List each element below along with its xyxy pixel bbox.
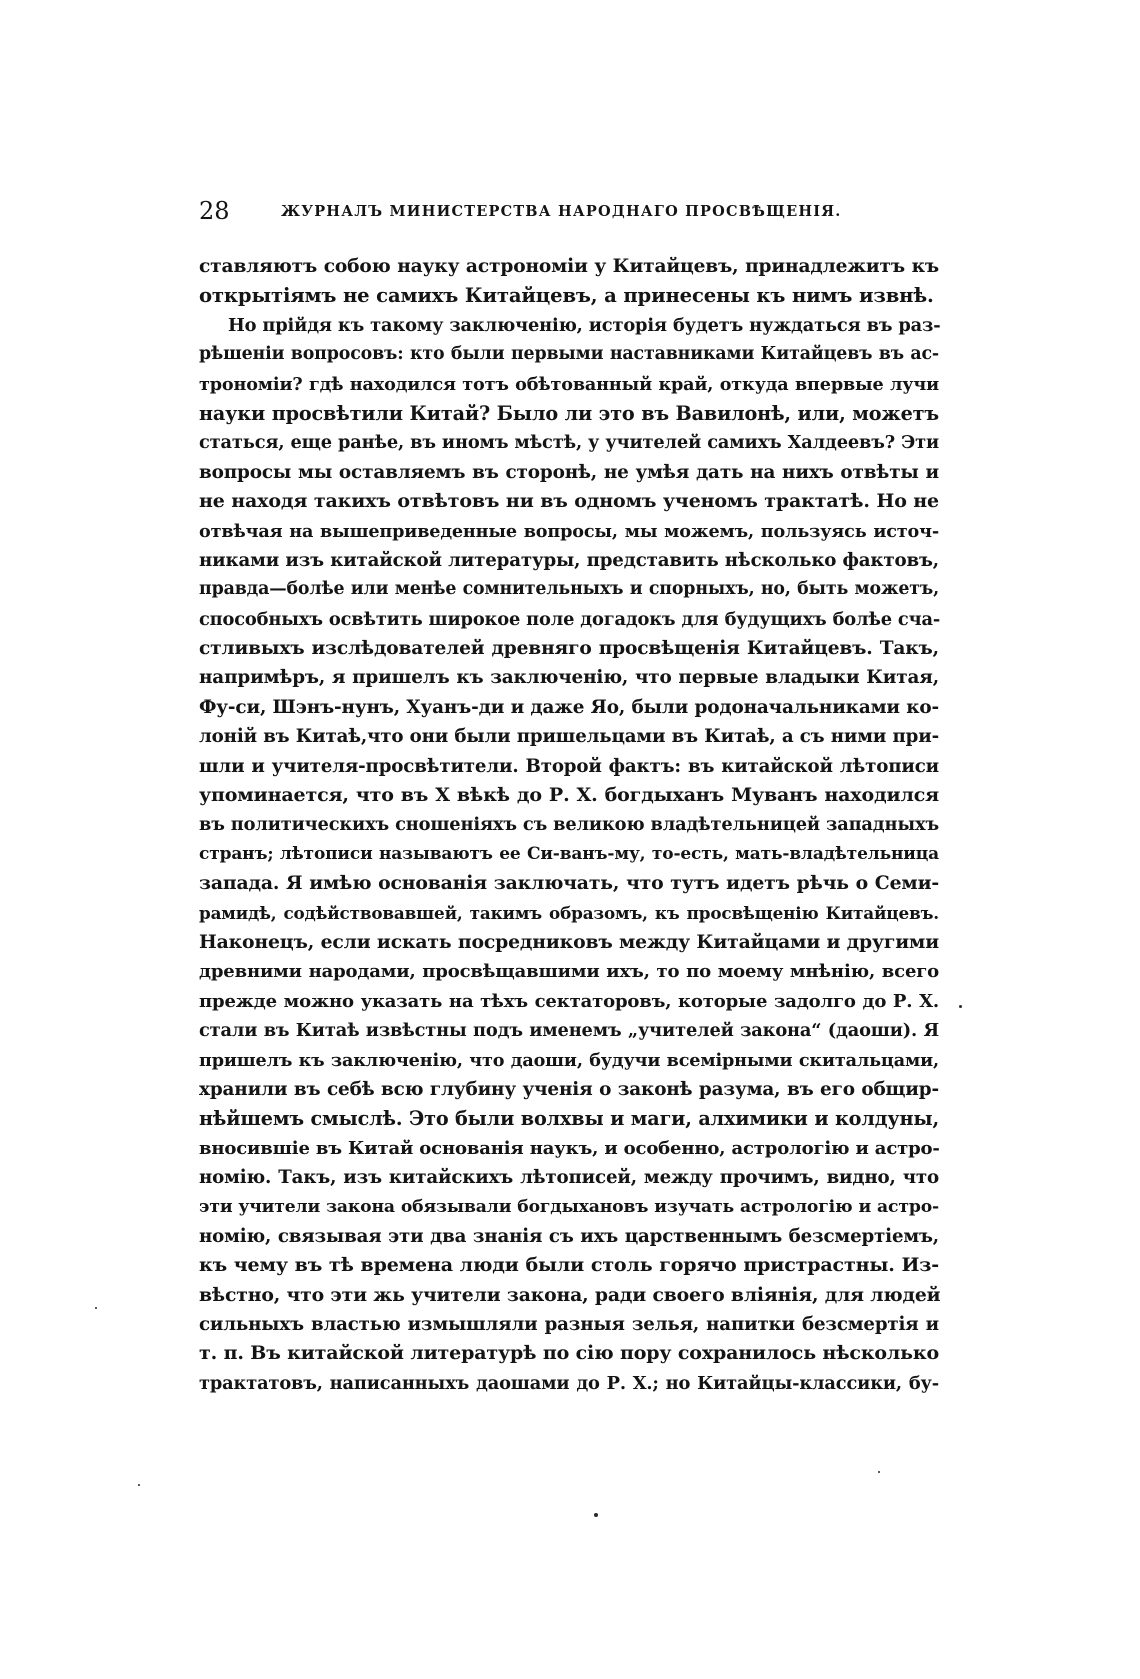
- scan-speck: [959, 1005, 962, 1008]
- text-line: нѣйшемъ смыслѣ. Это были волхвы и маги, алхимики и колдуны,: [199, 1107, 939, 1131]
- text-line: сильныхъ властью измышляли разныя зелья, напитки безсмертія и: [199, 1314, 939, 1336]
- text-line: трактатовъ, написанныхъ даошами до Р. Х.; но Китайцы-классики, бу-: [199, 1372, 939, 1394]
- text-line: номію, связывая эти два знанія съ ихъ царственнымъ безсмертіемъ,: [199, 1225, 939, 1247]
- running-title: ЖУРНАЛЪ МИНИСТЕРСТВА НАРОДНАГО ПРОСВѢЩЕНІЯ.: [281, 203, 842, 220]
- text-line: пришелъ къ заключенію, что даоши, будучи всемірными скитальцами,: [199, 1049, 939, 1071]
- text-line: трономіи? гдѣ находился тотъ обѣтованный край, откуда впервые лучи: [199, 373, 939, 395]
- text-line: лоній въ Китаѣ,что они были пришельцами въ Китаѣ, а съ ними при-: [199, 726, 939, 748]
- text-line: Наконецъ, если искать посредниковъ между Китайцами и другими: [199, 930, 939, 953]
- text-line: Но прійдя къ такому заключенію, исторія будетъ нуждаться въ раз-: [228, 314, 941, 336]
- text-line: отвѣчая на вышеприведенные вопросы, мы можемъ, пользуясь источ-: [199, 520, 939, 542]
- page-header: [199, 196, 939, 230]
- text-line: т. п. Въ китайской литературѣ по сію пору сохранилось нѣсколько: [199, 1342, 939, 1365]
- text-line: хранили въ себѣ всю глубину ученія о законѣ разума, въ его общир-: [199, 1078, 939, 1100]
- text-line: стливыхъ изслѣдователей древняго просвѣщенія Китайцевъ. Такъ,: [199, 638, 939, 660]
- text-line: Фу-си, Шэнъ-нунъ, Хуанъ-ди и даже Яо, были родоначальниками ко-: [199, 696, 939, 718]
- text-line: не находя такихъ отвѣтовъ ни въ одномъ ученомъ трактатѣ. Но не: [199, 490, 939, 513]
- text-line: открытіямъ не самихъ Китайцевъ, а принесены къ нимъ извнѣ.: [199, 284, 934, 308]
- text-line: рѣшеніи вопросовъ: кто были первыми наставниками Китайцевъ въ ас-: [199, 344, 939, 365]
- text-line: номію. Такъ, изъ китайскихъ лѣтописей, между прочимъ, видно, что: [199, 1167, 939, 1189]
- text-line: странъ; лѣтописи называютъ ее Си-ванъ-му, то-есть, мать-владѣтельница: [199, 843, 939, 864]
- scan-speck: [95, 1307, 97, 1309]
- page-number: 28: [199, 197, 230, 225]
- body-text: [199, 252, 939, 1398]
- text-line: рамидѣ, содѣйствовавшей, такимъ образомъ, къ просвѣщенію Китайцевъ.: [199, 902, 939, 923]
- text-line: къ чему въ тѣ времена люди были столь горячо пристрастны. Из-: [199, 1254, 939, 1277]
- text-line: науки просвѣтили Китай? Было ли это въ Вавилонѣ, или, можетъ: [199, 401, 939, 425]
- text-line: въ политическихъ сношеніяхъ съ великою владѣтельницей западныхъ: [199, 814, 939, 836]
- text-line: напримѣръ, я пришелъ къ заключенію, что первые владыки Китая,: [199, 667, 939, 689]
- text-line: ставляютъ собою науку астрономіи у Китайцевъ, принадлежитъ къ: [199, 256, 939, 277]
- text-line: шли и учителя-просвѣтители. Второй фактъ: въ китайской лѣтописи: [199, 755, 939, 777]
- text-line: упоминается, что въ X вѣкѣ до Р. Х. богдыханъ Муванъ находился: [199, 784, 939, 807]
- text-line: никами изъ китайской литературы, представить нѣсколько фактовъ,: [199, 549, 939, 571]
- text-line: правда—болѣе или менѣе сомнительныхъ и спорныхъ, но, быть можетъ,: [199, 579, 939, 600]
- text-line: прежде можно указать на тѣхъ сектаторовъ, которые задолго до Р. Х.: [199, 990, 939, 1012]
- text-line: статься, еще ранѣе, въ иномъ мѣстѣ, у учителей самихъ Халдеевъ? Эти: [199, 432, 939, 454]
- text-line: древними народами, просвѣщавшими ихъ, то по моему мнѣнію, всего: [199, 961, 939, 983]
- scan-speck: [878, 1471, 880, 1473]
- text-line: вносившіе въ Китай основанія наукъ, и особенно, астрологію и астро-: [199, 1137, 940, 1159]
- text-line: запада. Я имѣю основанія заключать, что тутъ идетъ рѣчь о Семи-: [199, 872, 939, 895]
- text-line: эти учители закона обязывали богдыхановъ изучать астрологію и астро-: [199, 1196, 939, 1217]
- text-line: стали въ Китаѣ извѣстны подъ именемъ „учителей закона“ (даоши). Я: [199, 1020, 939, 1042]
- scan-speck: [594, 1513, 598, 1517]
- text-line: способныхъ освѣтить широкое поле догадокъ для будущихъ болѣе сча-: [199, 608, 941, 630]
- text-line: вопросы мы оставляемъ въ сторонѣ, не умѣя дать на нихъ отвѣты и: [199, 461, 939, 483]
- scan-speck: [138, 1484, 140, 1486]
- text-line: вѣстно, что эти жь учители закона, ради своего вліянія, для людей: [199, 1283, 941, 1306]
